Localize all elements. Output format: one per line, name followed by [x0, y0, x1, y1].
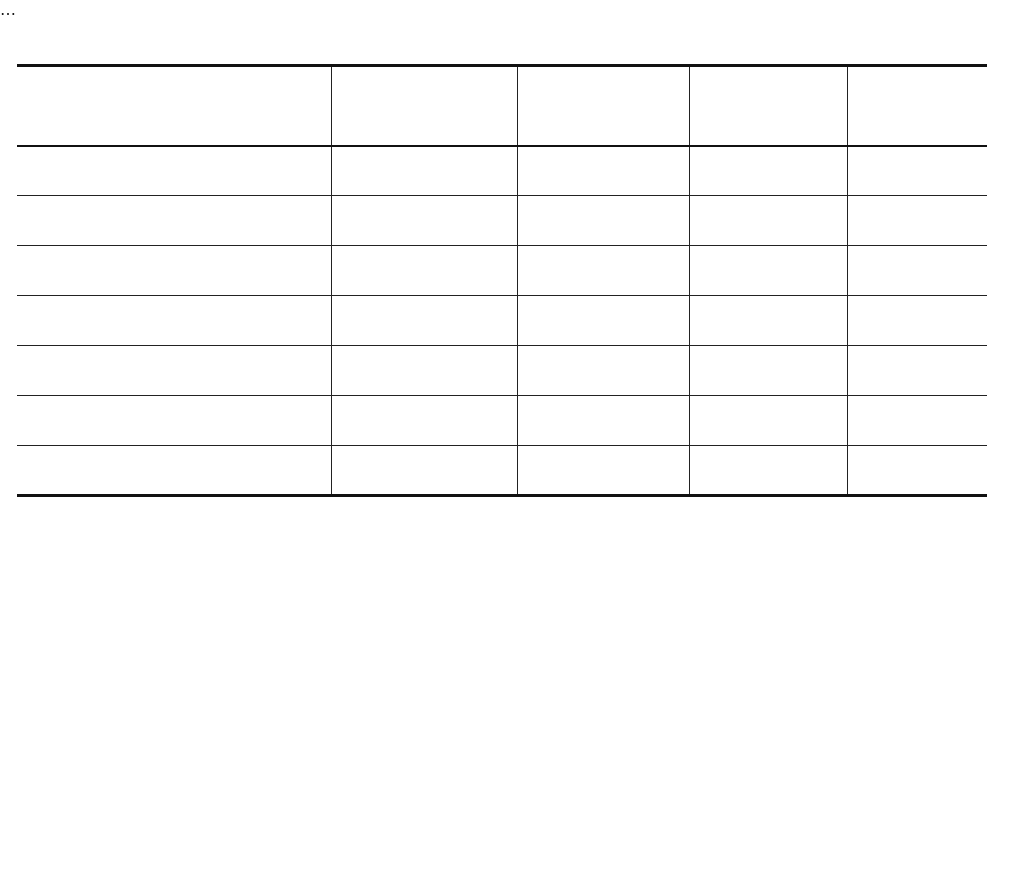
table-row [17, 146, 987, 196]
cell-value [517, 146, 689, 196]
table-header-row [17, 66, 987, 146]
header-period-2022 [847, 66, 987, 146]
table-row [17, 246, 987, 296]
cell-value [331, 396, 517, 446]
cell-value [847, 196, 987, 246]
table-row [17, 396, 987, 446]
cell-value [847, 396, 987, 446]
row-label-total-assets [17, 146, 331, 196]
table-row [17, 446, 987, 496]
cell-value [331, 146, 517, 196]
row-label-debt-ratio-consolidated [17, 296, 331, 346]
header-period-2023 [689, 66, 847, 146]
cell-value [331, 196, 517, 246]
cell-value [689, 296, 847, 346]
cell-value [331, 346, 517, 396]
row-label-net-profit [17, 396, 331, 446]
cell-value [331, 446, 517, 496]
cell-value [689, 246, 847, 296]
row-label-revenue [17, 346, 331, 396]
cell-value [847, 246, 987, 296]
cell-value [331, 246, 517, 296]
row-label-debt-ratio-parent [17, 246, 331, 296]
cell-value [847, 296, 987, 346]
table-row [17, 346, 987, 396]
cell-value [517, 196, 689, 246]
header-period-2025h1 [331, 66, 517, 146]
cell-value [689, 346, 847, 396]
header-item [17, 66, 331, 146]
cell-value [689, 446, 847, 496]
table-row [17, 296, 987, 346]
cell-value [847, 346, 987, 396]
cell-value [331, 296, 517, 346]
cell-value [689, 146, 847, 196]
table-row [17, 196, 987, 246]
cell-value [517, 296, 689, 346]
cell-value [517, 346, 689, 396]
cell-value [689, 396, 847, 446]
financial-indicators-table [17, 64, 987, 497]
cell-value [517, 446, 689, 496]
row-label-parent-net-profit [17, 446, 331, 496]
cell-value [517, 246, 689, 296]
cell-value [847, 446, 987, 496]
cell-value [517, 396, 689, 446]
cell-value [847, 146, 987, 196]
header-period-2024 [517, 66, 689, 146]
row-label-parent-equity [17, 196, 331, 246]
cell-value [689, 196, 847, 246]
